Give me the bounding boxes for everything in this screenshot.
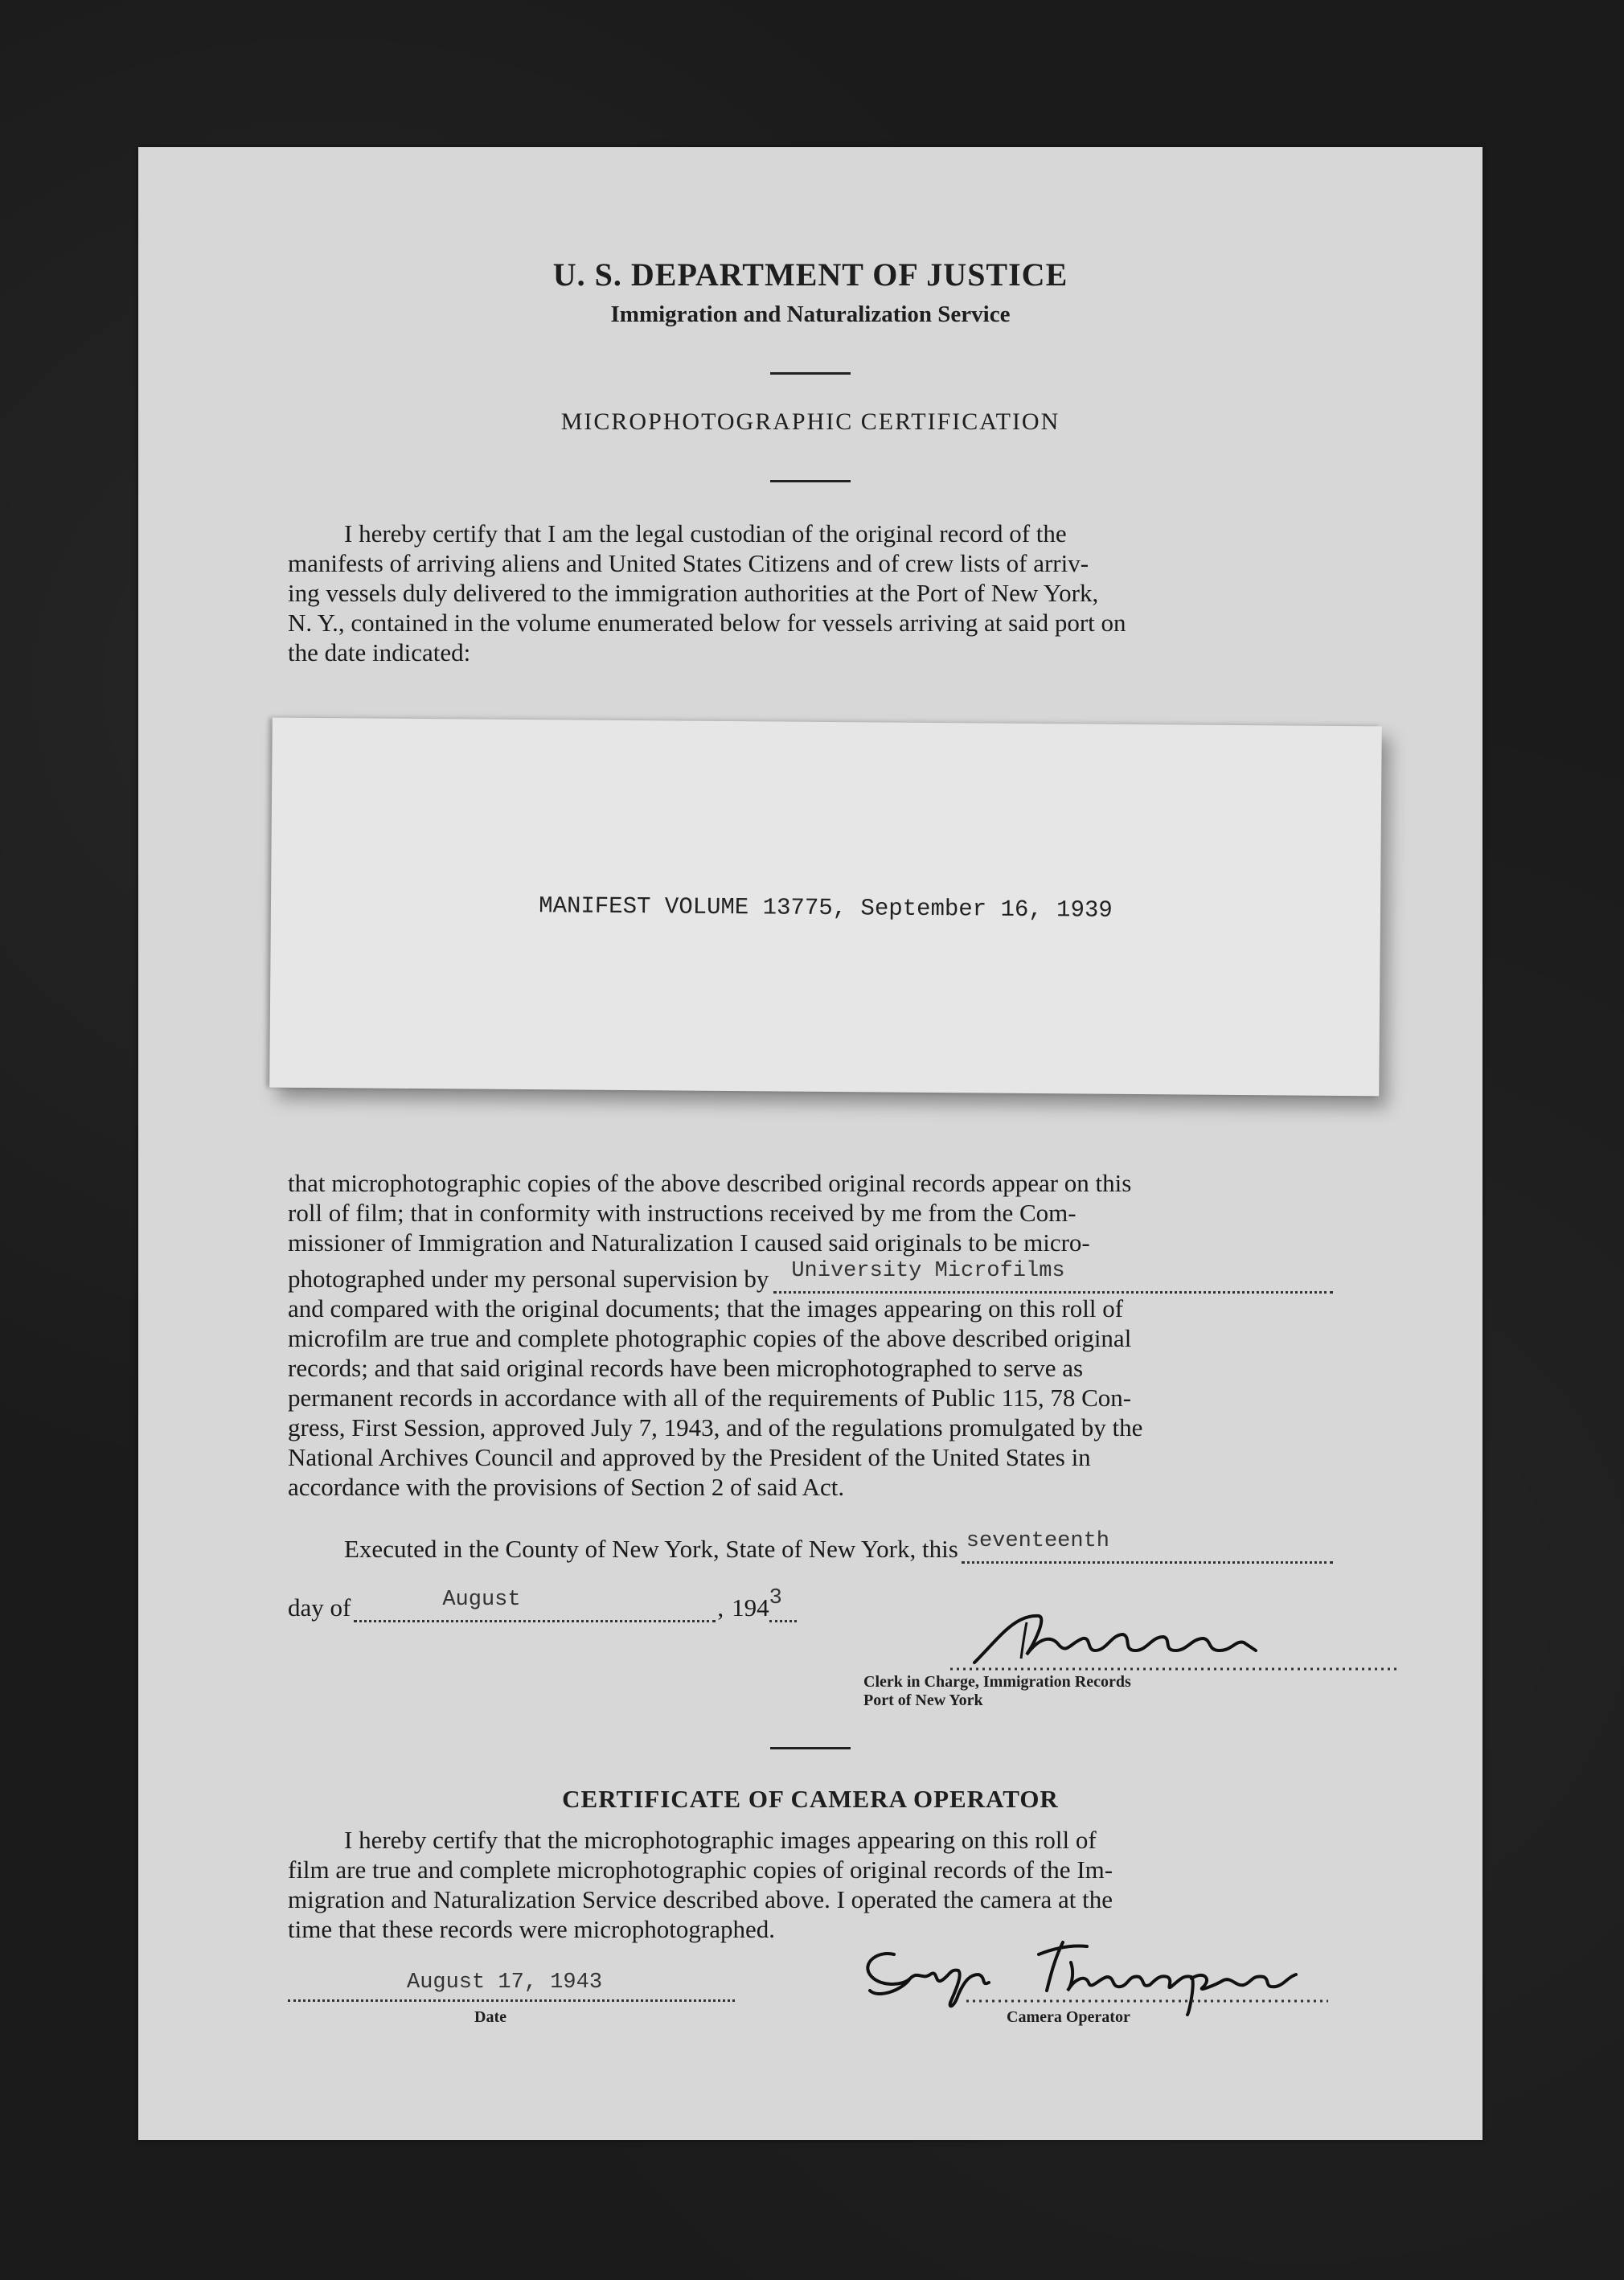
camera-date-blank [288,1970,735,2002]
divider [770,480,851,482]
day-value: seventeenth [966,1529,1109,1553]
supervision-line [288,1259,1333,1294]
intro-line: I hereby certify that I am the legal custodian of the original record of the [344,519,1067,547]
body-line: roll of film; that in conformity with instructions received by me from the Com- [288,1199,1077,1227]
year-digit: 3 [769,1586,782,1610]
day-of-label: day of [288,1593,351,1622]
camera-line: film are true and complete microphotographic copies of original records of the Im- [288,1856,1113,1884]
supervision-blank [773,1259,1333,1294]
body-line: and compared with the original documents; that the images appearing on this roll of [288,1294,1124,1322]
month-value: August [442,1588,521,1612]
clerk-title-line: Port of New York [863,1692,983,1709]
camera-operator-label: Camera Operator [1007,2008,1130,2026]
camera-line: time that these records were microphotographed. [288,1915,775,1943]
camera-certificate-paragraph [288,1825,1333,1944]
body-line: records; and that said original records have been microphotographed to serve as [288,1354,1084,1382]
execution-prefix: Executed in the County of New York, State of New York, this [344,1535,958,1563]
date-label: Date [474,2008,506,2026]
supervision-value: University Microfilms [791,1259,1065,1283]
intro-paragraph [288,519,1333,667]
body-line: National Archives Council and approved by the President of the United States in [288,1443,1091,1471]
divider [770,1747,851,1749]
certification-heading: MICROPHOTOGRAPHIC CERTIFICATION [560,408,1060,435]
year-prefix: 194 [732,1593,769,1622]
intro-line: manifests of arriving aliens and United States Citizens and of crew lists of arriv- [288,549,1089,577]
service-subtitle: Immigration and Naturalization Service [610,301,1011,327]
body-line: that microphotographic copies of the above described original records appear on this [288,1169,1132,1197]
department-title: U. S. DEPARTMENT OF JUSTICE [552,256,1068,293]
divider [770,372,851,375]
execution-line [288,1529,1333,1564]
certificate-page [138,147,1483,2140]
camera-date-value: August 17, 1943 [407,1970,603,1995]
intro-line: the date indicated: [288,638,471,666]
supervision-prefix: photographed under my personal supervision by [288,1265,769,1293]
clerk-title [863,1673,1131,1710]
intro-line: N. Y., contained in the volume enumerated below for vessels arriving at said port on [288,609,1126,637]
camera-line: I hereby certify that the microphotographic images appearing on this roll of [344,1826,1097,1854]
manifest-slip [269,718,1382,1097]
day-blank [962,1529,1333,1564]
camera-line: migration and Naturalization Service described above. I operated the camera at the [288,1885,1113,1913]
body-line: gress, First Session, approved July 7, 1943, and of the regulations promulgated by the [288,1413,1143,1441]
camera-operator-signature [830,1930,1328,2019]
body-line: accordance with the provisions of Section 2 of said Act. [288,1473,845,1501]
month-blank [354,1588,716,1622]
body-line: microfilm are true and complete photographic copies of the above described original [288,1324,1132,1352]
body-paragraph [288,1168,1333,1502]
camera-certificate-title: CERTIFICATE OF CAMERA OPERATOR [562,1785,1059,1813]
clerk-title-line: Clerk in Charge, Immigration Records [863,1673,1131,1691]
date-line: day of August , 194 3 [288,1593,818,1622]
body-line: permanent records in accordance with all of the requirements of Public 115, 78 Con- [288,1384,1132,1412]
body-line: missioner of Immigration and Naturalization I caused said originals to be micro- [288,1228,1090,1257]
manifest-volume-text: MANIFEST VOLUME 13775, September 16, 1939 [539,892,1113,924]
year-blank [769,1586,797,1622]
clerk-signature [950,1606,1400,1679]
intro-line: ing vessels duly delivered to the immigration authorities at the Port of New York, [288,579,1099,607]
